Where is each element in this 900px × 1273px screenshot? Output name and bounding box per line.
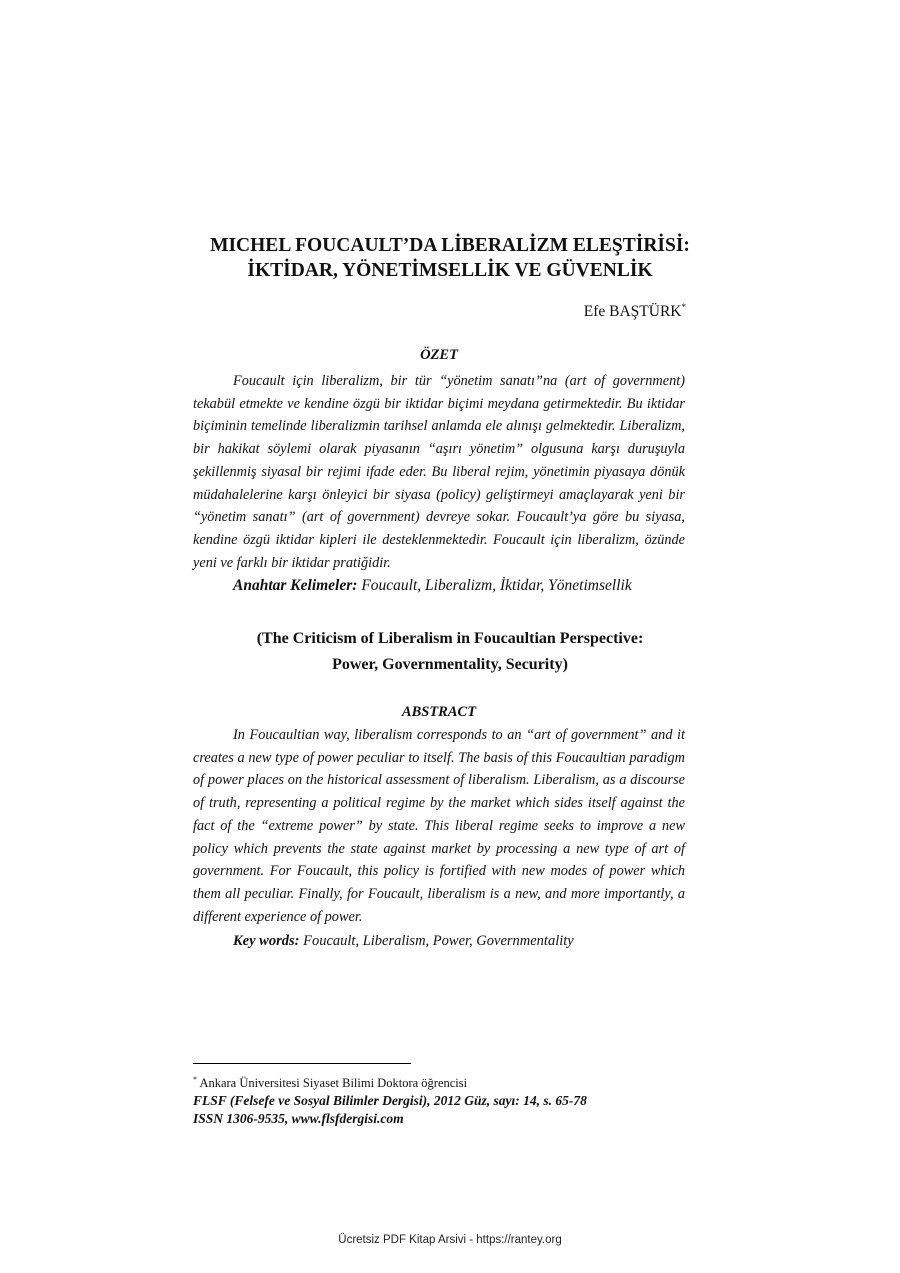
paper-title bbox=[120, 233, 780, 283]
footnote-affiliation: Ankara Üniversitesi Siyaset Bilimi Doktora öğrencisi bbox=[199, 1076, 468, 1090]
abstract-keywords bbox=[193, 930, 685, 952]
ozet-keywords-label: Anahtar Kelimeler: bbox=[233, 577, 358, 595]
abstract-keywords-label: Key words: bbox=[233, 933, 300, 950]
author-name: Efe BAŞTÜRK bbox=[583, 303, 682, 320]
title-line-1: MICHEL FOUCAULT’DA LİBERALİZM ELEŞTİRİSİ: bbox=[210, 235, 690, 256]
footnote-divider bbox=[193, 1063, 411, 1064]
journal-issn: ISSN 1306-9535, www.flsfdergisi.com bbox=[193, 1111, 404, 1126]
title-line-2: İKTİDAR, YÖNETİMSELLİK VE GÜVENLİK bbox=[247, 260, 653, 281]
abstract-section bbox=[193, 704, 685, 952]
english-title-line-2: Power, Governmentality, Security) bbox=[332, 656, 568, 673]
abstract-heading: ABSTRACT bbox=[401, 704, 477, 720]
footnote-mark: * bbox=[193, 1075, 197, 1084]
abstract-keywords-list: Foucault, Liberalism, Power, Governmentality bbox=[303, 933, 574, 950]
author-byline bbox=[584, 302, 686, 321]
ozet-keywords-list: Foucault, Liberalizm, İktidar, Yönetimsellik bbox=[361, 577, 632, 595]
ozet-keywords bbox=[193, 575, 685, 597]
ozet-text: Foucault için liberalizm, bir tür “yönetim sanatı”na (art of government) tekabül etmekte ve kendine özgü bir iktidar biçimi meydana getirmektedir. Bu iktidar biçiminin temelinde liberalizmin tarihsel anlamda ele alınışı gelmektedir. Liberalizm, bir hakikat söylemi olarak piyasanın “aşırı yönetim” olgusuna karşı duruşuyla şekillenmiş siyasal bir rejimi ifade eder. Bu liberal rejim, yönetimin piyasaya dönük müdahalelerine karşı önleyici bir siyasa (policy) geliştirmeyi amaçlayarak yeni bir “yönetim sanatı” (art of government) devreye sokar. Foucault’ya göre bu siyasa, kendine özgü iktidar kipleri ile desteklenmektedir. Foucault için liberalizm, özünde yeni ve farklı bir iktidar pratiğidir. bbox=[193, 373, 685, 571]
download-watermark: Ücretsiz PDF Kitap Arsivi - https://rantey.org bbox=[338, 1234, 562, 1246]
ozet-section bbox=[193, 347, 685, 597]
journal-citation: FLSF (Felsefe ve Sosyal Bilimler Dergisi), 2012 Güz, sayı: 14, s. 65-78 bbox=[193, 1093, 587, 1108]
english-title-line-1: (The Criticism of Liberalism in Foucaultian Perspective: bbox=[256, 630, 644, 647]
abstract-text: In Foucaultian way, liberalism corresponds to an “art of government” and it creates a new type of power peculiar to itself. The basis of this Foucaultian paradigm of power places on the historical assessment of liberalism. Liberalism, as a discourse of truth, representing a political regime by the market which sides itself against the fact of the “extreme power” by state. This liberal regime seeks to improve a new policy which prevents the state against market by processing a new type of art of government. For Foucault, this policy is fortified with new modes of power which them all peculiar. Finally, for Foucault, liberalism is a new, and more importantly, a different experience of power. bbox=[193, 727, 685, 925]
footnote bbox=[193, 1071, 587, 1128]
ozet-heading: ÖZET bbox=[420, 347, 458, 363]
author-footnote-mark: * bbox=[681, 302, 686, 312]
footnote-affiliation-line bbox=[193, 1071, 587, 1092]
english-title bbox=[120, 626, 780, 678]
